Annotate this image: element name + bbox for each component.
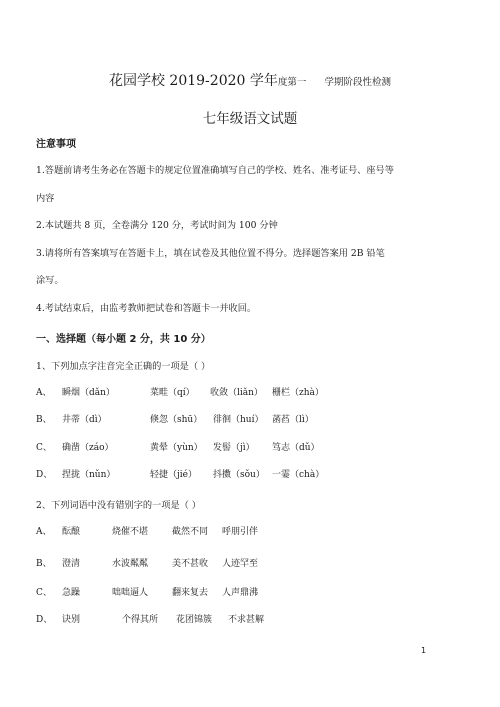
notice-item-4: 4.考试结束后，由监考教师把试卷和答题卡一并收回。 bbox=[36, 303, 257, 314]
q2-option-d-label: D、 bbox=[36, 615, 53, 625]
q1-option-a-item-2: 菜畦（qí） bbox=[150, 388, 195, 398]
exam-title bbox=[0, 70, 500, 90]
q1-option-a-item-1: 瞬烟（dǎn） bbox=[62, 388, 115, 398]
q1-option-c-label: C、 bbox=[36, 443, 52, 453]
q1-option-d-item-2: 轻捷（jié） bbox=[150, 470, 197, 480]
question-1-stem: 1、下列加点字注音完全正确的一项是（ ） bbox=[36, 361, 211, 372]
q1-option-a-label: A、 bbox=[36, 388, 52, 398]
q2-option-b-item-2: 水波粼粼 bbox=[112, 559, 149, 569]
title-year-suffix: 学年 bbox=[245, 73, 278, 89]
q1-option-b-item-3: 徘徊（huí） bbox=[213, 415, 264, 425]
q2-option-d-item-4: 不求甚解 bbox=[228, 615, 265, 625]
q1-option-a-item-4: 栅栏（zhà） bbox=[272, 388, 324, 398]
q2-option-a-item-1: 酝酿 bbox=[62, 527, 81, 537]
title-year: 2019-2020 bbox=[169, 73, 246, 89]
q2-option-d-item-3: 花团锦簇 bbox=[176, 615, 213, 625]
notice-item-3-cont: 涂写。 bbox=[36, 275, 64, 286]
q1-option-d-item-1: 捏拢（nǔn） bbox=[62, 470, 116, 480]
title-school: 花园学校 bbox=[108, 73, 170, 89]
subject-title: 七年级语文试题 bbox=[202, 111, 298, 127]
notice-heading: 注意事项 bbox=[36, 139, 76, 150]
q1-option-d-item-4: 一霎（chà） bbox=[272, 470, 325, 480]
q1-option-c-item-3: 发髻（jì） bbox=[213, 443, 255, 453]
q2-option-c-label: C、 bbox=[36, 588, 52, 598]
q2-option-d-item-1: 诀别 bbox=[62, 615, 81, 625]
q1-option-b-item-4: 菡萏（lì） bbox=[272, 415, 314, 425]
q2-option-a-item-3: 截然不同 bbox=[172, 527, 209, 537]
q1-option-d-item-3: 抖擞（sǒu） bbox=[213, 470, 265, 480]
q2-option-a-label: A、 bbox=[36, 527, 52, 537]
q1-option-d-label: D、 bbox=[36, 470, 53, 480]
q2-option-b-item-1: 澄清 bbox=[62, 559, 81, 569]
title-test: 学期阶段性检测 bbox=[324, 77, 392, 88]
q2-option-b-label: B、 bbox=[36, 559, 52, 569]
notice-item-1-cont: 内容 bbox=[36, 193, 55, 204]
title-gap bbox=[306, 77, 324, 88]
q2-option-c-item-3: 翻来复去 bbox=[172, 588, 209, 598]
section-heading: 一、选择题（每小题 2 分，共 10 分） bbox=[36, 334, 211, 345]
q1-option-b-item-1: 井蒂（dì） bbox=[62, 415, 107, 425]
q1-option-a-item-3: 收敛（liǎn） bbox=[210, 388, 263, 398]
q2-option-b-item-3: 美不甚收 bbox=[172, 559, 209, 569]
q2-option-c-item-4: 人声鼎沸 bbox=[222, 588, 259, 598]
q1-option-b-label: B、 bbox=[36, 415, 52, 425]
q1-option-c-item-4: 笃志（dǔ） bbox=[272, 443, 320, 453]
notice-item-1: 1.答题前请考生务必在答题卡的规定位置准确填写自己的学校、姓名、准考证号、座号等 bbox=[36, 165, 394, 176]
q2-option-b-item-4: 人迹罕至 bbox=[222, 559, 259, 569]
q2-option-d-item-2: 个得其所 bbox=[122, 615, 159, 625]
title-term: 度第一 bbox=[277, 77, 307, 88]
q1-option-b-item-2: 倏忽（shū） bbox=[150, 415, 203, 425]
q2-option-c-item-2: 咄咄逼人 bbox=[112, 588, 149, 598]
q2-option-a-item-2: 烧催不堪 bbox=[112, 527, 149, 537]
page-number: 1 bbox=[421, 646, 427, 655]
q1-option-c-item-1: 确凿（záo） bbox=[62, 443, 114, 453]
q2-option-c-item-1: 急躁 bbox=[62, 588, 81, 598]
notice-item-3: 3.请将所有答案填写在答题卡上，填在试卷及其他位置不得分。选择题答案用 2B 铅笔 bbox=[36, 248, 385, 259]
notice-item-2: 2.本试题共 8 页，全卷满分 120 分，考试时间为 100 分钟 bbox=[36, 220, 278, 231]
q1-option-c-item-2: 黄晕（yùn） bbox=[150, 443, 203, 453]
q2-option-a-item-4: 呼朋引伴 bbox=[222, 527, 259, 537]
question-2-stem: 2、下列词语中没有错别字的一项是（ ） bbox=[36, 500, 201, 511]
